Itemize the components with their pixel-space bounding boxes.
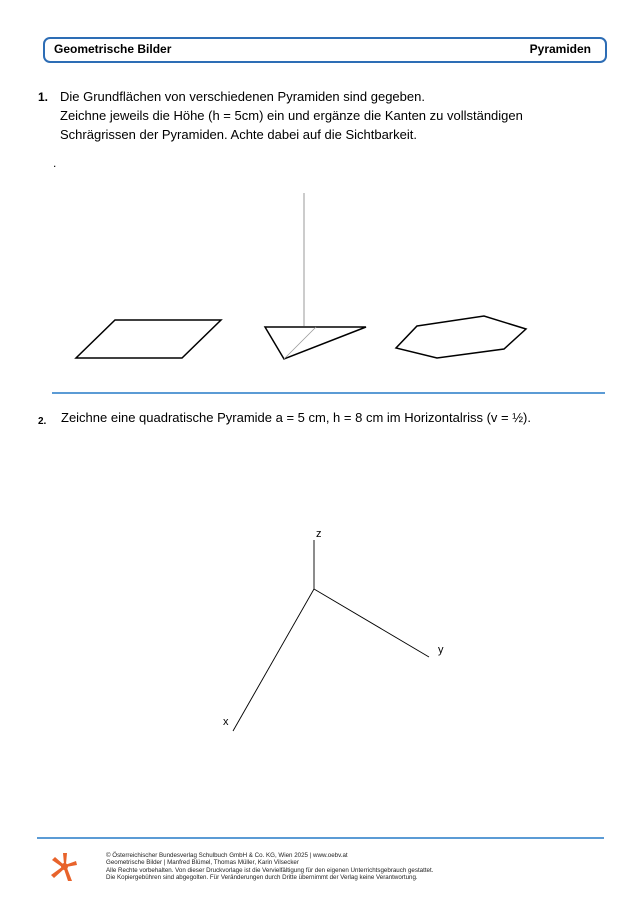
triangle-inner-line [284, 327, 316, 359]
section-divider [52, 392, 605, 394]
y-axis [314, 589, 429, 657]
footer-line: © Österreichischer Bundesverlag Schulbuch GmbH & Co. KG, Wien 2025 | www.oebv.at [106, 852, 348, 859]
task-2-number: 2. [38, 416, 47, 427]
task-1-line: Zeichne jeweils die Höhe (h = 5cm) ein und ergänze die Kanten zu vollständigen [60, 108, 523, 123]
triangle-base [265, 327, 366, 359]
y-axis-label: y [438, 644, 444, 656]
stray-dot: . [53, 156, 57, 170]
footer-line: Geometrische Bilder | Manfred Blümel, Thomas Müller, Karin Vilsecker [106, 859, 299, 867]
header-subject: Geometrische Bilder [54, 42, 172, 56]
footer-text [106, 852, 433, 882]
task-1-line: Die Grundflächen von verschiedenen Pyramiden sind gegeben. [60, 89, 425, 104]
task-1-number: 1. [38, 90, 49, 104]
z-axis-label: z [316, 528, 322, 540]
x-axis [233, 589, 314, 731]
publisher-logo-icon [50, 852, 78, 882]
task-2-text: Zeichne eine quadratische Pyramide a = 5 cm, h = 8 cm im Horizontalriss (v = ½). [61, 410, 531, 425]
x-axis-label: x [223, 716, 229, 728]
hexagon-base [396, 316, 526, 358]
footer-line: Die Kopiergebühren sind abgegolten. Für Veränderungen durch Dritte übernimmt der Verlag keine Verantwortung. [106, 874, 418, 882]
footer-line: Alle Rechte vorbehalten. Von dieser Druckvorlage ist die Vervielfältigung für den eigenen Unterrichtsgebrauch gestattet. [106, 866, 434, 874]
parallelogram-base [76, 320, 221, 358]
footer-divider [37, 837, 604, 839]
header-topic: Pyramiden [529, 42, 591, 56]
task-1-line: Schrägrissen der Pyramiden. Achte dabei auf die Sichtbarkeit. [60, 127, 417, 142]
